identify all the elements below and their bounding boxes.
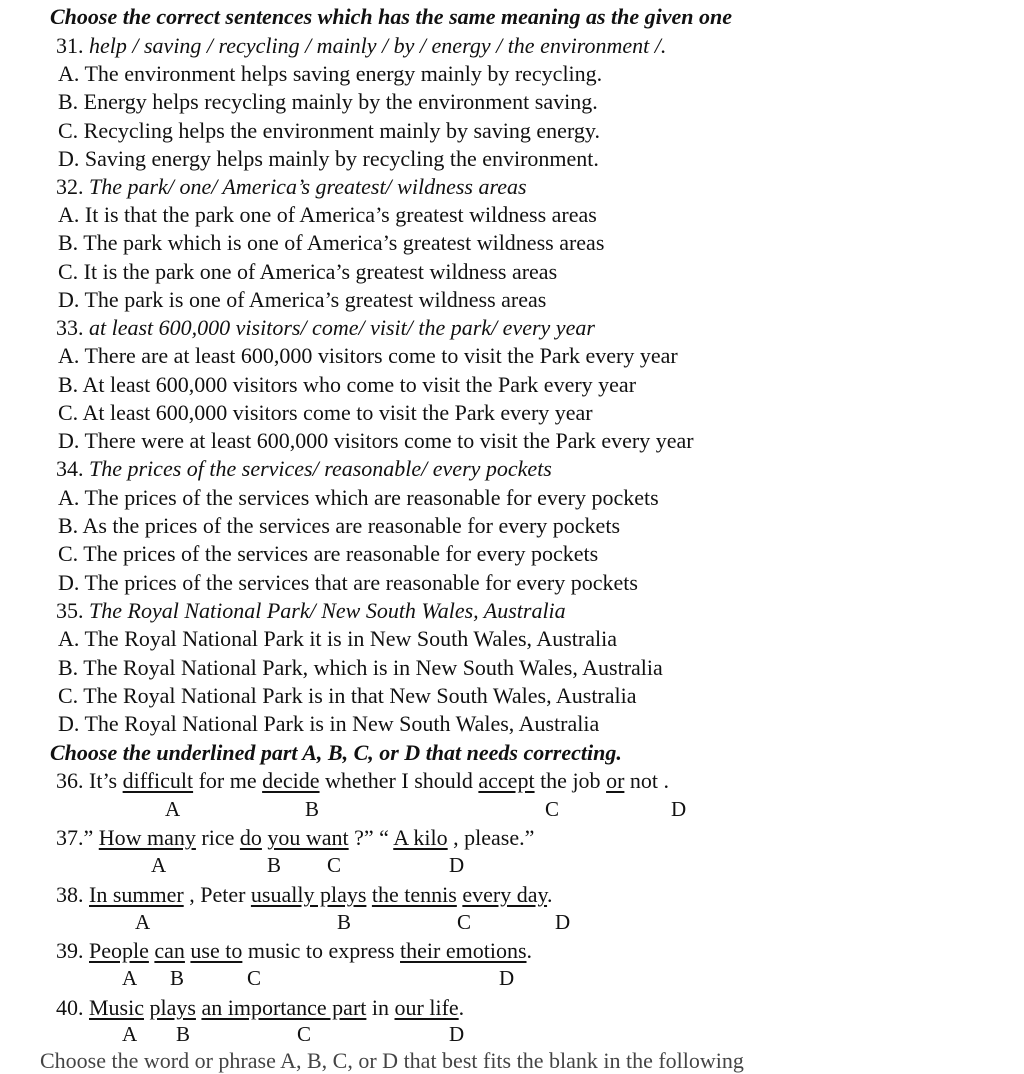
part-label-a: A	[135, 910, 151, 934]
underlined-part-b: usually plays	[250, 882, 367, 907]
sentence-text: music to express	[242, 938, 401, 963]
question-34	[56, 456, 552, 482]
option-33-c: C. At least 600,000 visitors come to visit the Park every year	[58, 400, 593, 425]
question-37	[56, 825, 534, 851]
option-31-b: B. Energy helps recycling mainly by the environment saving.	[58, 89, 598, 114]
part-label-c: C	[457, 910, 472, 934]
part-label-a: A	[122, 966, 138, 990]
underlined-part-d: our life	[394, 995, 459, 1020]
option-35-d: D. The Royal National Park is in New South Wales, Australia	[58, 711, 600, 736]
section-heading: Choose the underlined part A, B, C, or D that needs correcting.	[50, 740, 622, 765]
question-35	[56, 598, 566, 624]
sentence-text: in	[366, 995, 395, 1020]
part-label-c: C	[247, 966, 262, 990]
question-number: 31.	[56, 33, 84, 58]
part-label-b: B	[305, 797, 320, 821]
sentence-text: whether I should	[319, 768, 479, 793]
part-label-d: D	[449, 853, 465, 877]
option-35-c: C. The Royal National Park is in that New South Wales, Australia	[58, 683, 637, 708]
next-section-heading-cutoff: Choose the word or phrase A, B, C, or D that best fits the blank in the following	[40, 1048, 744, 1073]
question-40	[56, 995, 464, 1021]
question-31	[56, 33, 666, 59]
question-36	[56, 768, 669, 794]
question-38	[56, 882, 553, 908]
underlined-part-c: use to	[190, 938, 243, 963]
question-33	[56, 315, 595, 341]
sentence-text: , please.”	[447, 825, 535, 850]
underlined-part-a: In summer	[89, 882, 184, 907]
option-34-d: D. The prices of the services that are reasonable for every pockets	[58, 570, 638, 595]
question-number: 32.	[56, 174, 84, 199]
part-label-b: B	[170, 966, 185, 990]
underlined-part-c: the tennis	[371, 882, 457, 907]
part-label-d: D	[555, 910, 571, 934]
part-label-d: D	[449, 1022, 465, 1046]
question-number: 34.	[56, 456, 84, 481]
underlined-part-c: accept	[478, 768, 535, 793]
underlined-part-d: or	[606, 768, 625, 793]
option-34-c: C. The prices of the services are reasonable for every pockets	[58, 541, 599, 566]
option-32-c: C. It is the park one of America’s greatest wildness areas	[58, 259, 558, 284]
question-prompt: The prices of the services/ reasonable/ every pockets	[89, 456, 552, 481]
part-label-c: C	[297, 1022, 312, 1046]
option-31-d: D. Saving energy helps mainly by recycling the environment.	[58, 146, 599, 171]
part-label-b: B	[176, 1022, 191, 1046]
option-35-a: A. The Royal National Park it is in New South Wales, Australia	[58, 626, 617, 651]
sentence-text: 36. It’s	[56, 768, 123, 793]
sentence-text: .	[526, 938, 533, 963]
underlined-part-a: How many	[98, 825, 196, 850]
question-39	[56, 938, 532, 964]
part-label-d: D	[499, 966, 515, 990]
option-33-b: B. At least 600,000 visitors who come to visit the Park every year	[58, 372, 637, 397]
underlined-part-c: an importance part	[201, 995, 367, 1020]
option-35-b: B. The Royal National Park, which is in New South Wales, Australia	[58, 655, 663, 680]
option-31-c: C. Recycling helps the environment mainly by saving energy.	[58, 118, 600, 143]
question-number: 35.	[56, 598, 84, 623]
underlined-part-b: plays	[149, 995, 196, 1020]
option-33-a: A. There are at least 600,000 visitors come to visit the Park every year	[58, 343, 678, 368]
question-32	[56, 174, 527, 200]
option-32-b: B. The park which is one of America’s greatest wildness areas	[58, 230, 605, 255]
underlined-part-d: A kilo	[393, 825, 448, 850]
question-prompt: The Royal National Park/ New South Wales, Australia	[89, 598, 566, 623]
part-label-c: C	[545, 797, 560, 821]
sentence-text: not .	[624, 768, 670, 793]
question-number: 33.	[56, 315, 84, 340]
underlined-part-b: do	[239, 825, 262, 850]
part-label-a: A	[165, 797, 181, 821]
option-33-d: D. There were at least 600,000 visitors come to visit the Park every year	[58, 428, 694, 453]
part-label-c: C	[327, 853, 342, 877]
underlined-part-b: can	[154, 938, 185, 963]
question-prompt: at least 600,000 visitors/ come/ visit/ the park/ every year	[89, 315, 595, 340]
sentence-text: 39.	[56, 938, 89, 963]
underlined-part-a: People	[89, 938, 149, 963]
sentence-text: for me	[193, 768, 263, 793]
part-label-b: B	[267, 853, 282, 877]
part-label-d: D	[671, 797, 687, 821]
option-34-a: A. The prices of the services which are reasonable for every pockets	[58, 485, 659, 510]
option-31-a: A. The environment helps saving energy mainly by recycling.	[58, 61, 603, 86]
sentence-text: ?” “	[348, 825, 394, 850]
part-label-b: B	[337, 910, 352, 934]
underlined-part-a: difficult	[122, 768, 194, 793]
sentence-text: 37.”	[56, 825, 99, 850]
question-prompt: The park/ one/ America’s greatest/ wildness areas	[89, 174, 527, 199]
question-prompt: help / saving / recycling / mainly / by / energy / the environment /.	[89, 33, 667, 58]
sentence-text: .	[547, 882, 553, 907]
option-32-a: A. It is that the park one of America’s greatest wildness areas	[58, 202, 597, 227]
sentence-text: the job	[534, 768, 607, 793]
sentence-text: .	[458, 995, 465, 1020]
underlined-part-a: Music	[89, 995, 144, 1020]
sentence-text: , Peter	[183, 882, 251, 907]
underlined-part-d: every day	[462, 882, 548, 907]
sentence-text: rice	[195, 825, 240, 850]
section-heading: Choose the correct sentences which has the same meaning as the given one	[50, 4, 733, 29]
part-label-a: A	[151, 853, 167, 877]
underlined-part-b: decide	[262, 768, 320, 793]
option-32-d: D. The park is one of America’s greatest wildness areas	[58, 287, 547, 312]
underlined-part-c: you want	[267, 825, 349, 850]
underlined-part-d: their emotions	[400, 938, 527, 963]
sentence-text: 40.	[56, 995, 89, 1020]
part-label-a: A	[122, 1022, 138, 1046]
sentence-text: 38.	[56, 882, 89, 907]
option-34-b: B. As the prices of the services are reasonable for every pockets	[58, 513, 620, 538]
